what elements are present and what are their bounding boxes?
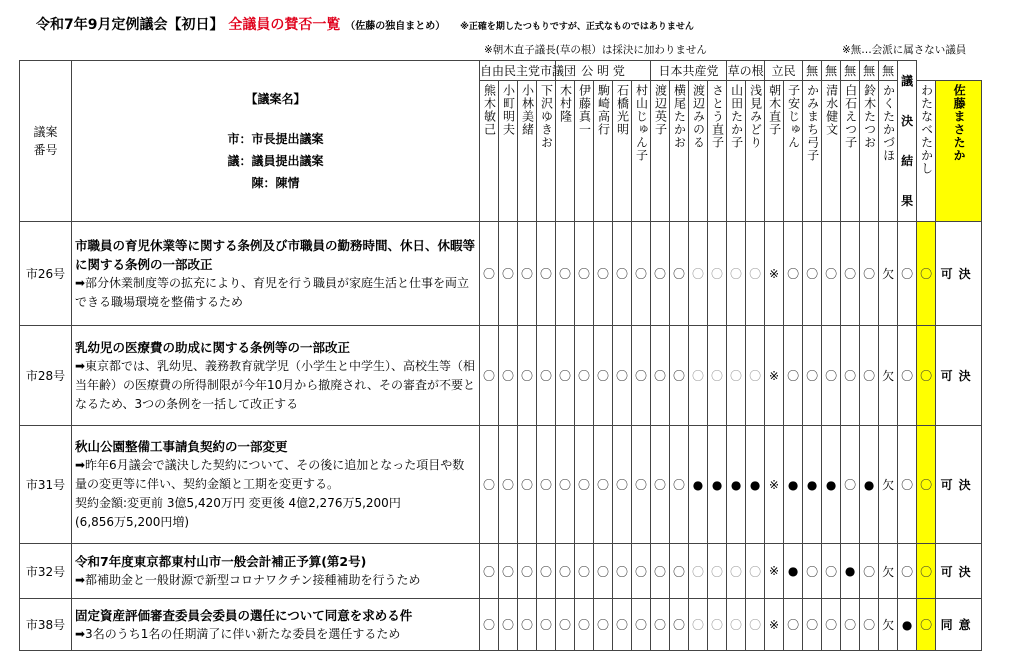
vote-cell: 〇: [556, 426, 575, 544]
bill-result: 同意: [936, 599, 982, 651]
vote-cell: 欠: [879, 544, 898, 599]
bill-result: 可決: [936, 326, 982, 426]
bill-no: 市38号: [20, 599, 72, 651]
vote-cell: ●: [822, 426, 841, 544]
vote-cell: 〇: [708, 599, 727, 651]
vote-cell: 〇: [746, 544, 765, 599]
vote-cell: 〇: [860, 544, 879, 599]
vote-cell: 〇: [841, 222, 860, 326]
vote-cell: 〇: [480, 544, 499, 599]
member-name-2: [518, 80, 537, 221]
vote-cell: 〇: [727, 222, 746, 326]
vote-cell: 〇: [708, 222, 727, 326]
bill-description: [72, 544, 480, 599]
member-name-10: [670, 80, 689, 221]
vote-cell: 〇: [651, 222, 670, 326]
member-name-4: [556, 80, 575, 221]
member-name-text: 佐藤まさたか: [952, 83, 967, 162]
vote-cell: 〇: [594, 222, 613, 326]
bill-name-header-line: 議：議員提出議案: [227, 154, 324, 168]
vote-cell: 〇: [917, 599, 936, 651]
party-5: 無: [803, 61, 822, 81]
vote-cell: ●: [784, 544, 803, 599]
member-name-9: [651, 80, 670, 221]
vote-cell: 〇: [746, 599, 765, 651]
vote-cell: 〇: [746, 326, 765, 426]
vote-cell: 〇: [898, 426, 917, 544]
member-name-text: 石橋光明: [615, 83, 630, 136]
vote-cell: 〇: [727, 326, 746, 426]
member-name-text: 渡辺英子: [653, 83, 668, 136]
vote-cell: 〇: [537, 222, 556, 326]
bill-row: [20, 326, 982, 426]
vote-cell: 〇: [575, 599, 594, 651]
bill-title: 固定資産評価審査委員会委員の選任について同意を求める件: [75, 607, 413, 623]
bill-no: 市28号: [20, 326, 72, 426]
party-1: 公 明 党: [556, 61, 651, 81]
bill-summary: ➡東京都では、乳幼児、義務教育就学児（小学生と中学生）、高校生等（相当年齢）の医療費の所得制限が今年10月から撤廃され、その審査が不要となるため、3つの条例を一括して改正する: [75, 358, 476, 411]
member-name-5: [575, 80, 594, 221]
vote-cell: ※: [765, 426, 784, 544]
bill-summary: ➡部分休業制度等の拡充により、育児を行う職員が家庭生活と仕事を両立できる職場環境を整備するため: [75, 275, 470, 309]
member-name-text: 子安じゅん: [786, 83, 801, 149]
member-name-12: [708, 80, 727, 221]
vote-cell: ●: [708, 426, 727, 544]
member-name-7: [613, 80, 632, 221]
vote-cell: ※: [765, 544, 784, 599]
vote-cell: 〇: [803, 544, 822, 599]
party-row: [20, 61, 982, 81]
vote-cell: 〇: [499, 544, 518, 599]
member-name-21: [879, 80, 898, 221]
member-name-text: 熊木敏己: [482, 83, 497, 136]
vote-cell: 〇: [594, 599, 613, 651]
vote-cell: 〇: [613, 544, 632, 599]
party-0: 自由民主党市議団: [480, 61, 556, 81]
member-name-6: [594, 80, 613, 221]
member-name-text: 下沢ゆきお: [539, 83, 554, 149]
bill-row: [20, 599, 982, 651]
member-name-text: 村山じゅん子: [634, 83, 649, 162]
member-name-text: 山田たか子: [729, 83, 744, 149]
vote-cell: 〇: [784, 326, 803, 426]
vote-cell: 〇: [689, 599, 708, 651]
vote-cell: ●: [841, 544, 860, 599]
chair-note: ※朝木直子議長(草の根）は採決に加わりません: [484, 44, 707, 56]
bill-description: [72, 599, 480, 651]
party-9: 無: [879, 61, 898, 81]
vote-cell: 〇: [651, 326, 670, 426]
member-name-23: [936, 80, 982, 221]
vote-cell: 〇: [518, 426, 537, 544]
bill-summary: ➡昨年6月議会で議決した契約について、その後に追加となった項目や数量の変更等に伴い、契約金額と工期を変更する。: [75, 458, 465, 491]
member-name-text: 白石えつ子: [843, 83, 858, 149]
member-name-8: [632, 80, 651, 221]
vote-cell: 〇: [480, 426, 499, 544]
result-header-line2: 結 果: [901, 154, 914, 208]
member-name-17: [803, 80, 822, 221]
vote-cell: 〇: [537, 599, 556, 651]
disclaimer: ※正確を期したつもりですが、正式なものではありません: [460, 22, 694, 32]
vote-cell: 〇: [499, 222, 518, 326]
vote-cell: 〇: [499, 426, 518, 544]
vote-cell: 〇: [841, 326, 860, 426]
bill-no: 市31号: [20, 426, 72, 544]
member-name-14: [746, 80, 765, 221]
member-name-text: さとう直子: [710, 83, 725, 149]
member-name-text: 小林美緒: [520, 83, 535, 136]
vote-cell: 〇: [537, 426, 556, 544]
bill-description: [72, 222, 480, 326]
vote-cell: 〇: [917, 326, 936, 426]
party-3: 草の根: [727, 61, 765, 81]
vote-cell: 〇: [803, 599, 822, 651]
bill-result: 可決: [936, 426, 982, 544]
bill-title: 市職員の育児休業等に関する条例及び市職員の勤務時間、休日、休暇等に関する条例の一部改正: [75, 237, 476, 272]
vote-cell: 〇: [841, 599, 860, 651]
vote-cell: 〇: [689, 222, 708, 326]
vote-cell: 〇: [746, 222, 765, 326]
vote-cell: 〇: [556, 544, 575, 599]
bill-row: [20, 222, 982, 326]
vote-table: [19, 60, 982, 651]
bill-name-header-line: 市：市長提出議案: [227, 132, 324, 146]
member-name-15: [765, 80, 784, 221]
vote-cell: 〇: [651, 544, 670, 599]
member-name-text: 木村隆: [558, 83, 573, 123]
member-name-text: かみまち弓子: [805, 83, 820, 162]
vote-cell: ●: [746, 426, 765, 544]
member-name-text: 浅見みどり: [748, 83, 763, 149]
vote-cell: 〇: [518, 544, 537, 599]
vote-cell: 〇: [499, 599, 518, 651]
vote-cell: 〇: [860, 326, 879, 426]
vote-cell: 〇: [613, 426, 632, 544]
result-header-line1: 議 決: [901, 74, 914, 128]
member-name-11: [689, 80, 708, 221]
party-4: 立民: [765, 61, 803, 81]
vote-cell: 〇: [480, 599, 499, 651]
party-8: 無: [860, 61, 879, 81]
result-header: [898, 61, 917, 222]
title-highlight: 全議員の賛否一覧: [228, 17, 341, 33]
bill-no: 市26号: [20, 222, 72, 326]
member-name-text: 鈴木たつお: [862, 83, 877, 149]
bill-no: 市32号: [20, 544, 72, 599]
vote-cell: 〇: [632, 544, 651, 599]
vote-cell: 〇: [575, 222, 594, 326]
vote-cell: 〇: [689, 326, 708, 426]
vote-cell: 〇: [917, 426, 936, 544]
member-name-13: [727, 80, 746, 221]
vote-cell: 〇: [556, 599, 575, 651]
bill-result: 可決: [936, 222, 982, 326]
vote-cell: 〇: [575, 326, 594, 426]
vote-cell: 〇: [689, 544, 708, 599]
vote-cell: 〇: [670, 222, 689, 326]
vote-cell: 〇: [708, 544, 727, 599]
vote-cell: 〇: [480, 222, 499, 326]
vote-cell: 〇: [556, 326, 575, 426]
vote-cell: 欠: [879, 599, 898, 651]
vote-cell: 〇: [898, 326, 917, 426]
bill-title: 乳幼児の医療費の助成に関する条例等の一部改正: [75, 339, 351, 355]
vote-cell: 〇: [727, 599, 746, 651]
party-6: 無: [822, 61, 841, 81]
vote-cell: 〇: [594, 426, 613, 544]
nofaction-note: ※無…会派に属さない議員: [842, 44, 967, 56]
vote-cell: 〇: [518, 326, 537, 426]
bill-name-header: [72, 61, 480, 222]
member-name-1: [499, 80, 518, 221]
vote-cell: 〇: [556, 222, 575, 326]
member-name-text: 朝木直子: [767, 83, 782, 136]
bill-no-header-line1: 議案: [33, 125, 58, 139]
vote-cell: 〇: [632, 599, 651, 651]
bill-title: 令和7年度東京都東村山市一般会計補正予算(第2号): [75, 554, 367, 569]
vote-cell: ●: [784, 426, 803, 544]
vote-cell: 〇: [537, 544, 556, 599]
bill-result: 可決: [936, 544, 982, 599]
vote-cell: 〇: [499, 326, 518, 426]
member-name-text: 小町明夫: [501, 83, 516, 136]
party-7: 無: [841, 61, 860, 81]
vote-cell: 〇: [822, 222, 841, 326]
vote-cell: 〇: [803, 326, 822, 426]
member-name-19: [841, 80, 860, 221]
vote-cell: 〇: [594, 544, 613, 599]
member-name-3: [537, 80, 556, 221]
vote-cell: ●: [803, 426, 822, 544]
vote-cell: 〇: [727, 544, 746, 599]
vote-cell: 〇: [917, 544, 936, 599]
vote-cell: ●: [727, 426, 746, 544]
bill-no-header-line2: 番号: [33, 143, 58, 157]
vote-cell: 欠: [879, 222, 898, 326]
vote-cell: 〇: [784, 222, 803, 326]
vote-cell: 〇: [651, 599, 670, 651]
vote-cell: 〇: [822, 599, 841, 651]
vote-cell: 〇: [480, 326, 499, 426]
bill-name-header-line: 陳：陳情: [251, 176, 300, 190]
vote-cell: 〇: [670, 326, 689, 426]
vote-cell: 〇: [518, 599, 537, 651]
vote-cell: 〇: [537, 326, 556, 426]
member-name-text: 伊藤真一: [577, 83, 592, 136]
vote-cell: 〇: [670, 544, 689, 599]
member-name-text: 駒崎高行: [596, 83, 611, 136]
title-main: 令和7年9月定例議会【初日】: [36, 17, 224, 33]
member-name-22: [917, 80, 936, 221]
vote-cell: 〇: [898, 222, 917, 326]
vote-cell: ※: [765, 599, 784, 651]
member-name-text: 清水健文: [824, 83, 839, 136]
member-name-16: [784, 80, 803, 221]
vote-cell: ●: [860, 426, 879, 544]
vote-cell: 〇: [670, 426, 689, 544]
vote-cell: 〇: [575, 426, 594, 544]
vote-cell: 〇: [784, 599, 803, 651]
bill-name-header-line: 【議案名】: [245, 92, 306, 106]
member-name-text: 渡辺みのる: [691, 83, 706, 149]
page-title: [36, 14, 694, 34]
vote-cell: ※: [765, 326, 784, 426]
bill-row: [20, 426, 982, 544]
vote-cell: 〇: [518, 222, 537, 326]
vote-cell: 〇: [670, 599, 689, 651]
bill-summary-increase: (6,856万5,200円増): [75, 515, 190, 529]
vote-cell: 〇: [594, 326, 613, 426]
vote-cell: 〇: [822, 544, 841, 599]
member-name-18: [822, 80, 841, 221]
vote-cell: 〇: [898, 544, 917, 599]
vote-cell: 〇: [860, 222, 879, 326]
vote-cell: 〇: [613, 222, 632, 326]
vote-cell: 〇: [632, 326, 651, 426]
member-name-20: [860, 80, 879, 221]
title-sub: （佐藤の独自まとめ）: [345, 21, 446, 32]
vote-cell: 〇: [613, 326, 632, 426]
vote-cell: 〇: [841, 426, 860, 544]
member-name-text: かくたかづほ: [881, 83, 896, 162]
member-name-text: わたなべたかし: [919, 83, 934, 175]
member-name-0: [480, 80, 499, 221]
bill-row: [20, 544, 982, 599]
vote-cell: 〇: [632, 222, 651, 326]
vote-cell: 〇: [708, 326, 727, 426]
vote-cell: 〇: [822, 326, 841, 426]
bill-title: 秋山公園整備工事請負契約の一部変更: [75, 439, 288, 454]
bill-summary-amount: 契約金額:変更前 3億5,420万円 変更後 4億2,276万5,200円: [75, 496, 401, 510]
vote-cell: 〇: [860, 599, 879, 651]
bill-no-header: [20, 61, 72, 222]
bill-summary: ➡都補助金と一般財源で新型コロナワクチン接種補助を行うため: [75, 573, 421, 587]
bill-description: [72, 326, 480, 426]
bill-summary: ➡3名のうち1名の任期満了に伴い新たな委員を選任するため: [75, 626, 401, 641]
vote-cell: 欠: [879, 326, 898, 426]
vote-cell: ●: [898, 599, 917, 651]
vote-cell: 欠: [879, 426, 898, 544]
vote-cell: 〇: [575, 544, 594, 599]
vote-cell: 〇: [917, 222, 936, 326]
vote-cell: ※: [765, 222, 784, 326]
member-name-text: 横尾たかお: [672, 83, 687, 149]
bill-description: [72, 426, 480, 544]
vote-cell: 〇: [651, 426, 670, 544]
vote-cell: 〇: [632, 426, 651, 544]
vote-cell: ●: [689, 426, 708, 544]
vote-cell: 〇: [613, 599, 632, 651]
party-2: 日本共産党: [651, 61, 727, 81]
vote-cell: 〇: [803, 222, 822, 326]
